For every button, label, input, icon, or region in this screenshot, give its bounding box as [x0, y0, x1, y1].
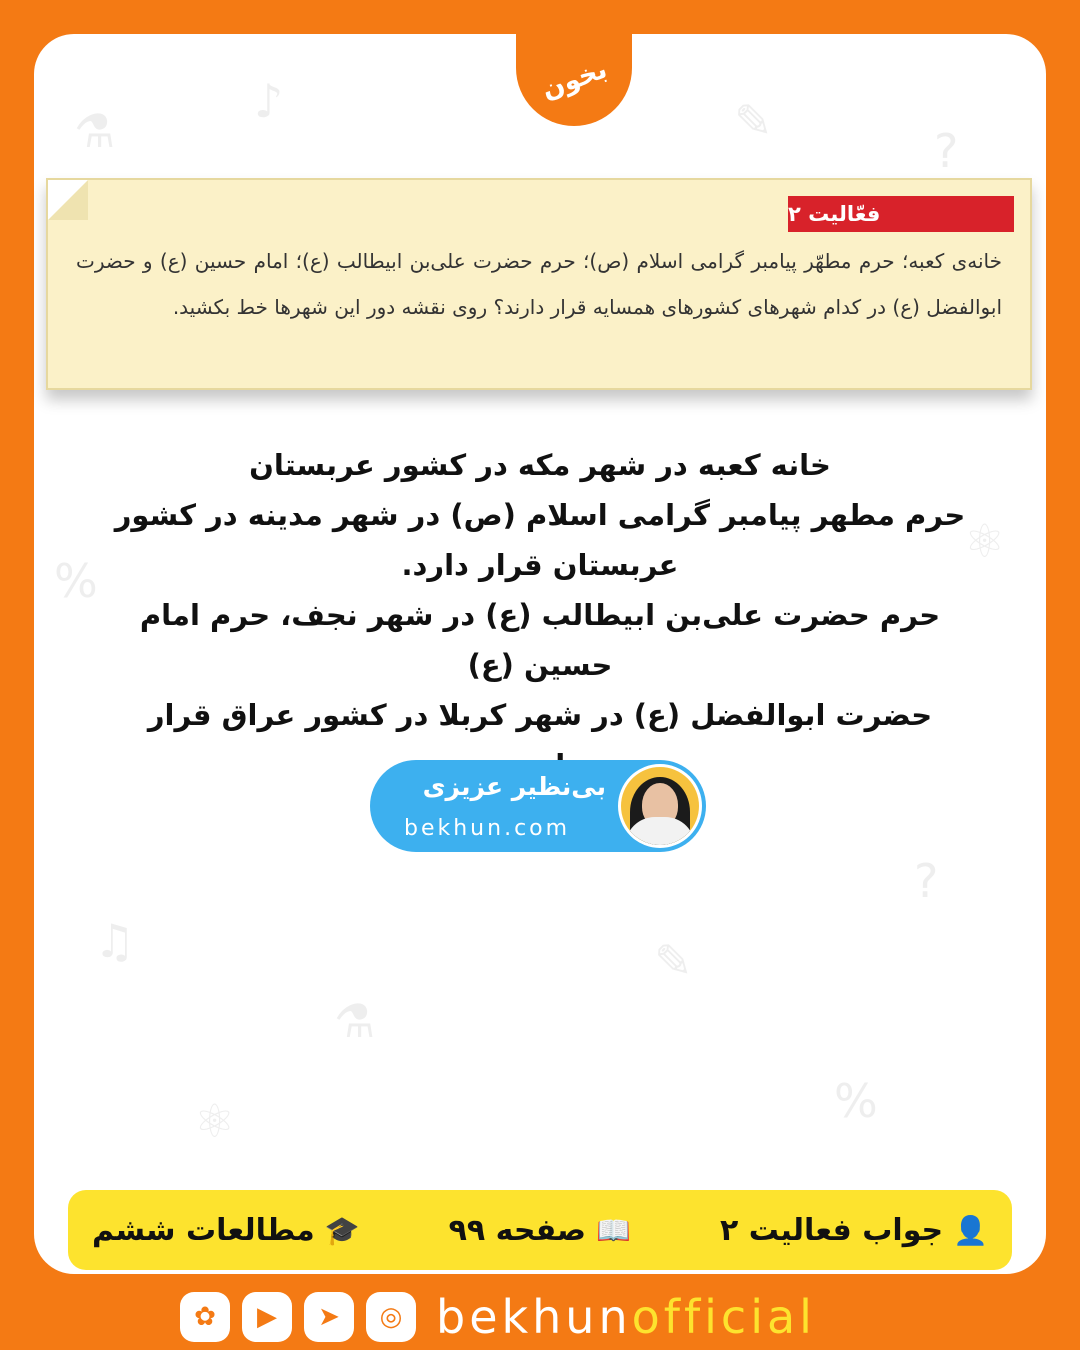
bekhun-logo	[516, 34, 632, 126]
doodle-icon: ⚗	[334, 994, 376, 1048]
instagram-icon[interactable]: ◎	[366, 1292, 416, 1342]
subject-info	[92, 1213, 360, 1248]
youtube-icon[interactable]: ▶	[242, 1292, 292, 1342]
doodle-icon: ♫	[94, 914, 136, 968]
logo-text: بخون	[537, 54, 611, 106]
subject-label: مطالعات ششم	[92, 1212, 315, 1248]
doodle-icon: ?	[914, 854, 939, 908]
activity-question: خانه‌ی کعبه؛ حرم مطهّر پیامبر گرامی اسلام (ص)؛ حرم حضرت علی‌بن ابیطالب (ع)؛ امام حسین (ع) و حضرت ابوالفضل (ع) در کدام شهرهای کشورهای همسایه قرار دارند؟ روی نقشه دور این شهرها خط بکشید.	[76, 249, 1002, 319]
answer-line: خانه کعبه در شهر مکه در کشور عربستان	[249, 448, 831, 482]
answer-label: جواب فعالیت ۲	[719, 1212, 944, 1248]
brand-part2: official	[631, 1290, 816, 1344]
aparat-icon[interactable]: ✿	[180, 1292, 230, 1342]
graduation-cap-icon: 🎓	[324, 1213, 360, 1247]
avatar	[618, 764, 702, 848]
footer	[180, 1288, 900, 1346]
activity-banner	[788, 196, 1014, 232]
answer-line: حرم مطهر پیامبر گرامی اسلام (ص) در شهر مدینه در کشور عربستان قرار دارد.	[114, 498, 966, 582]
textbook-activity-box	[46, 178, 1032, 390]
teacher-icon: 👤	[953, 1213, 988, 1247]
brand-part1: bekhun	[436, 1290, 632, 1344]
doodle-icon: ♪	[254, 74, 284, 128]
page-label: صفحه ۹۹	[448, 1212, 587, 1248]
answer-info	[720, 1213, 988, 1248]
activity-label: فعّالیت ۲	[788, 202, 881, 226]
telegram-icon[interactable]: ➤	[304, 1292, 354, 1342]
doodle-icon: %	[834, 1074, 878, 1128]
doodle-icon: ?	[934, 124, 959, 178]
author-badge	[370, 760, 706, 852]
doodle-icon: ⚗	[74, 104, 116, 158]
answer-text	[110, 440, 970, 790]
doodle-icon: ✎	[654, 934, 693, 988]
doodle-icon: %	[54, 554, 98, 608]
page-fold	[48, 180, 88, 220]
author-name: بی‌نظیر عزیزی	[422, 772, 606, 801]
info-bar	[68, 1190, 1012, 1270]
doodle-icon: ⚛	[194, 1094, 236, 1148]
doodle-icon: ⚛	[964, 514, 1006, 568]
answer-line: حرم حضرت علی‌بن ابیطالب (ع) در شهر نجف، حرم امام حسین (ع)	[139, 598, 941, 682]
answer-line: حضرت ابوالفضل (ع) در شهر کربلا در کشور عراق قرار	[147, 698, 933, 732]
author-site: bekhun.com	[404, 816, 571, 841]
book-icon: 📖	[596, 1213, 631, 1247]
brand-handle[interactable]	[436, 1290, 816, 1344]
page-info	[449, 1213, 631, 1248]
doodle-icon: ✎	[734, 94, 773, 148]
